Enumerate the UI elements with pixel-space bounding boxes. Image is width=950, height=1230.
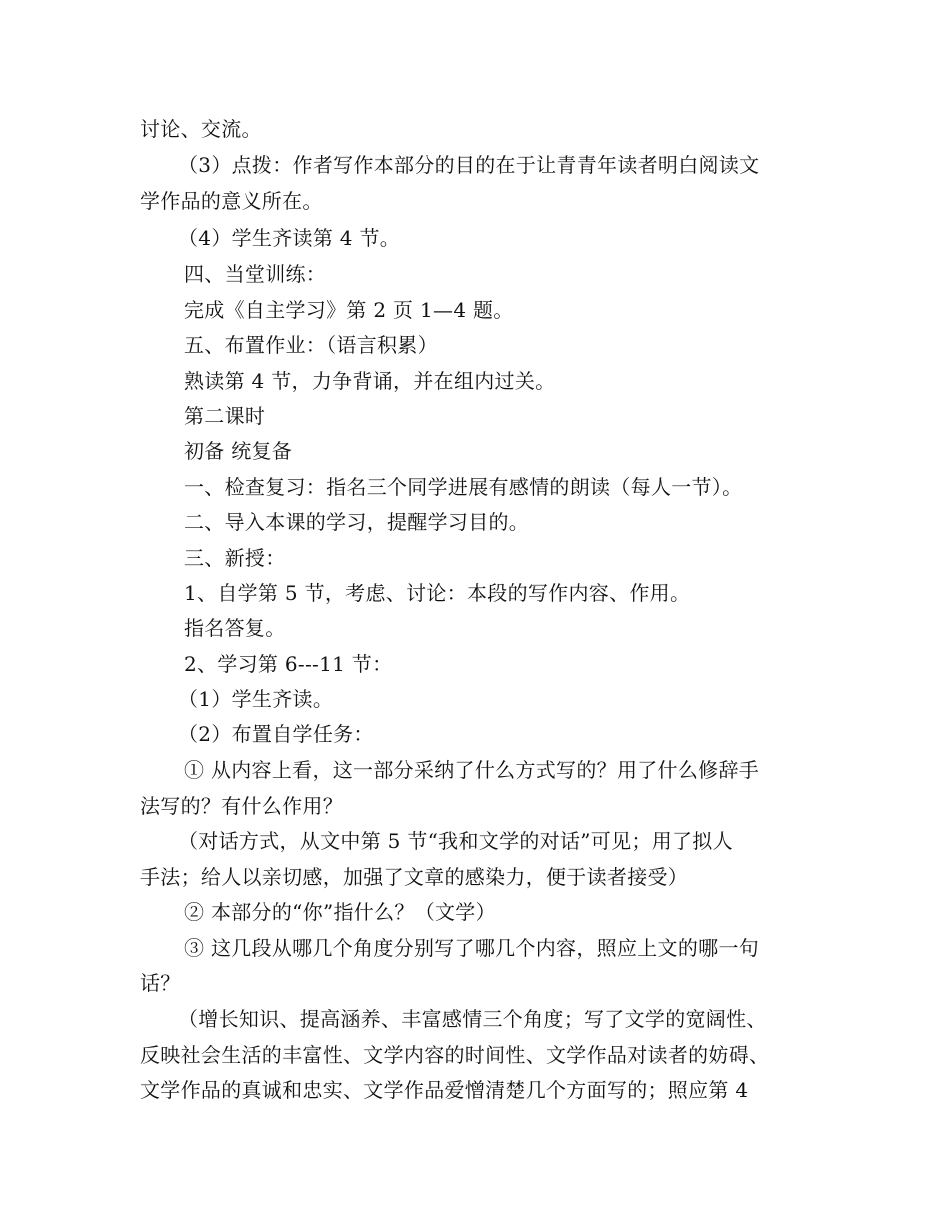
text-line: 四、当堂训练：	[184, 262, 327, 286]
text-line: 学作品的意义所在。	[140, 189, 323, 213]
text-line: （对话方式，从文中第 5 节“我和文学的对话”可见；用了拟人	[178, 829, 733, 853]
text-line: 二、导入本课的学习，提醒学习目的。	[184, 510, 530, 534]
text-line: 一、检查复习：指名三个同学进展有感情的朗读（每人一节）。	[184, 475, 743, 499]
text-line: ② 本部分的“你”指什么？（文学）	[184, 900, 496, 924]
text-line: 话？	[140, 971, 181, 995]
text-line: 1、自学第 5 节，考虑、讨论：本段的写作内容、作用。	[184, 581, 691, 605]
text-line: 五、布置作业：（语言积累）	[184, 333, 438, 357]
text-line: 讨论、交流。	[140, 117, 262, 141]
text-line: ① 从内容上看，这一部分采纳了什么方式写的？用了什么修辞手	[184, 758, 760, 782]
text-line: （1）学生齐读。	[178, 687, 334, 711]
text-line: 三、新授：	[184, 546, 286, 570]
text-line: （2）布置自学任务：	[178, 722, 374, 746]
text-line: （3）点拨：作者写作本部分的目的在于让青青年读者明白阅读文	[178, 153, 760, 177]
text-line: 2、学习第 6---11 节：	[184, 652, 393, 676]
text-line: ③ 这几段从哪几个角度分别写了哪几个内容，照应上文的哪一句	[184, 936, 760, 960]
text-line: 第二课时	[184, 404, 266, 428]
text-line: 熟读第 4 节，力争背诵，并在组内过关。	[184, 369, 556, 393]
text-line: 反映社会生活的丰富性、文学内容的时间性、文学作品对读者的妨碍、	[140, 1043, 770, 1067]
text-line: 指名答复。	[184, 616, 286, 640]
text-line: 完成《自主学习》第 2 页 1—4 题。	[184, 298, 514, 322]
text-line: 初备 统复备	[184, 439, 293, 463]
text-line: 手法；给人以亲切感，加强了文章的感染力，便于读者接受）	[140, 865, 689, 889]
text-line: （4）学生齐读第 4 节。	[178, 226, 401, 250]
text-line: （增长知识、提高涵养、丰富感情三个角度；写了文学的宽阔性、	[178, 1007, 767, 1031]
text-line: 文学作品的真诚和忠实、文学作品爱憎清楚几个方面写的；照应第 4	[140, 1078, 749, 1102]
text-line: 法写的？有什么作用？	[140, 794, 343, 818]
